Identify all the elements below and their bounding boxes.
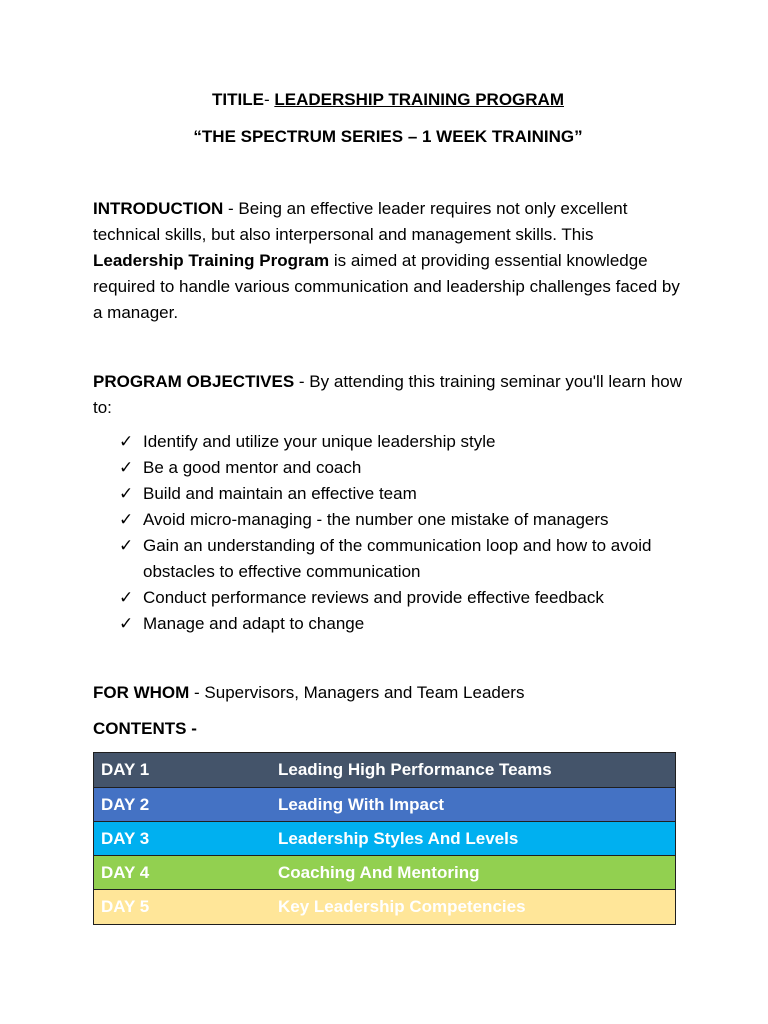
topic-cell: Leading High Performance Teams [271,753,676,788]
topic-cell: Coaching And Mentoring [271,856,676,890]
topic-cell: Leadership Styles And Levels [271,822,676,856]
checkmark-icon: ✓ [119,484,134,503]
introduction-highlight: Leadership Training Program [93,251,330,270]
checkmark-icon: ✓ [119,510,134,529]
contents-table [93,752,676,925]
objective-text: Be a good mentor and coach [143,458,362,477]
list-item [119,481,683,507]
topic-cell: Leading With Impact [271,788,676,822]
introduction-label: INTRODUCTION [93,199,224,218]
day-cell: DAY 4 [94,856,272,890]
title-prefix: TITILE [212,90,264,109]
objective-text: Conduct performance reviews and provide effective feedback [143,588,604,607]
list-item [119,429,683,455]
objectives-label: PROGRAM OBJECTIVES [93,372,295,391]
objectives-paragraph [93,369,683,421]
table-row [94,856,676,890]
table-row [94,753,676,788]
objective-text: Avoid micro-managing - the number one mistake of managers [143,510,609,529]
for-whom-text: - Supervisors, Managers and Team Leaders [189,683,525,702]
topic-cell: Key Leadership Competencies [271,890,676,925]
day-cell: DAY 2 [94,788,272,822]
objective-text: Gain an understanding of the communication loop and how to avoid obstacles to effective communication [143,536,652,581]
objective-text: Identify and utilize your unique leadership style [143,432,496,451]
document-subtitle: “THE SPECTRUM SERIES – 1 WEEK TRAINING” [193,127,583,146]
checkmark-icon: ✓ [119,614,134,633]
title-dash: - [263,90,275,109]
objective-text: Build and maintain an effective team [143,484,417,503]
contents-label: CONTENTS - [93,719,197,738]
checkmark-icon: ✓ [119,536,134,555]
introduction-paragraph [93,196,683,326]
checkmark-icon: ✓ [119,588,134,607]
day-cell: DAY 3 [94,822,272,856]
title-main: LEADERSHIP TRAINING PROGRAM [274,90,564,109]
list-item [119,507,683,533]
introduction-text-after: is aimed at providing essential knowledge required to handle various communication and leadership challenges faced by a manager. [93,251,680,322]
list-item [119,611,683,637]
table-row [94,822,676,856]
objectives-list [93,429,683,637]
for-whom-paragraph [93,680,683,706]
for-whom-label: FOR WHOM [93,683,190,702]
day-cell: DAY 5 [94,890,272,925]
day-cell: DAY 1 [94,753,272,788]
checkmark-icon: ✓ [119,432,134,451]
table-row [94,788,676,822]
list-item [119,455,683,481]
table-row [94,890,676,925]
objectives-text: - By attending this training seminar you'll learn how to: [93,372,683,417]
checkmark-icon: ✓ [119,458,134,477]
document-title [93,86,683,114]
list-item [119,533,683,585]
list-item [119,585,683,611]
objective-text: Manage and adapt to change [143,614,365,633]
document-page [93,86,683,925]
contents-heading [93,716,683,742]
introduction-text-before: - Being an effective leader requires not only excellent technical skills, but also interpersonal and management skills. This [93,199,628,244]
